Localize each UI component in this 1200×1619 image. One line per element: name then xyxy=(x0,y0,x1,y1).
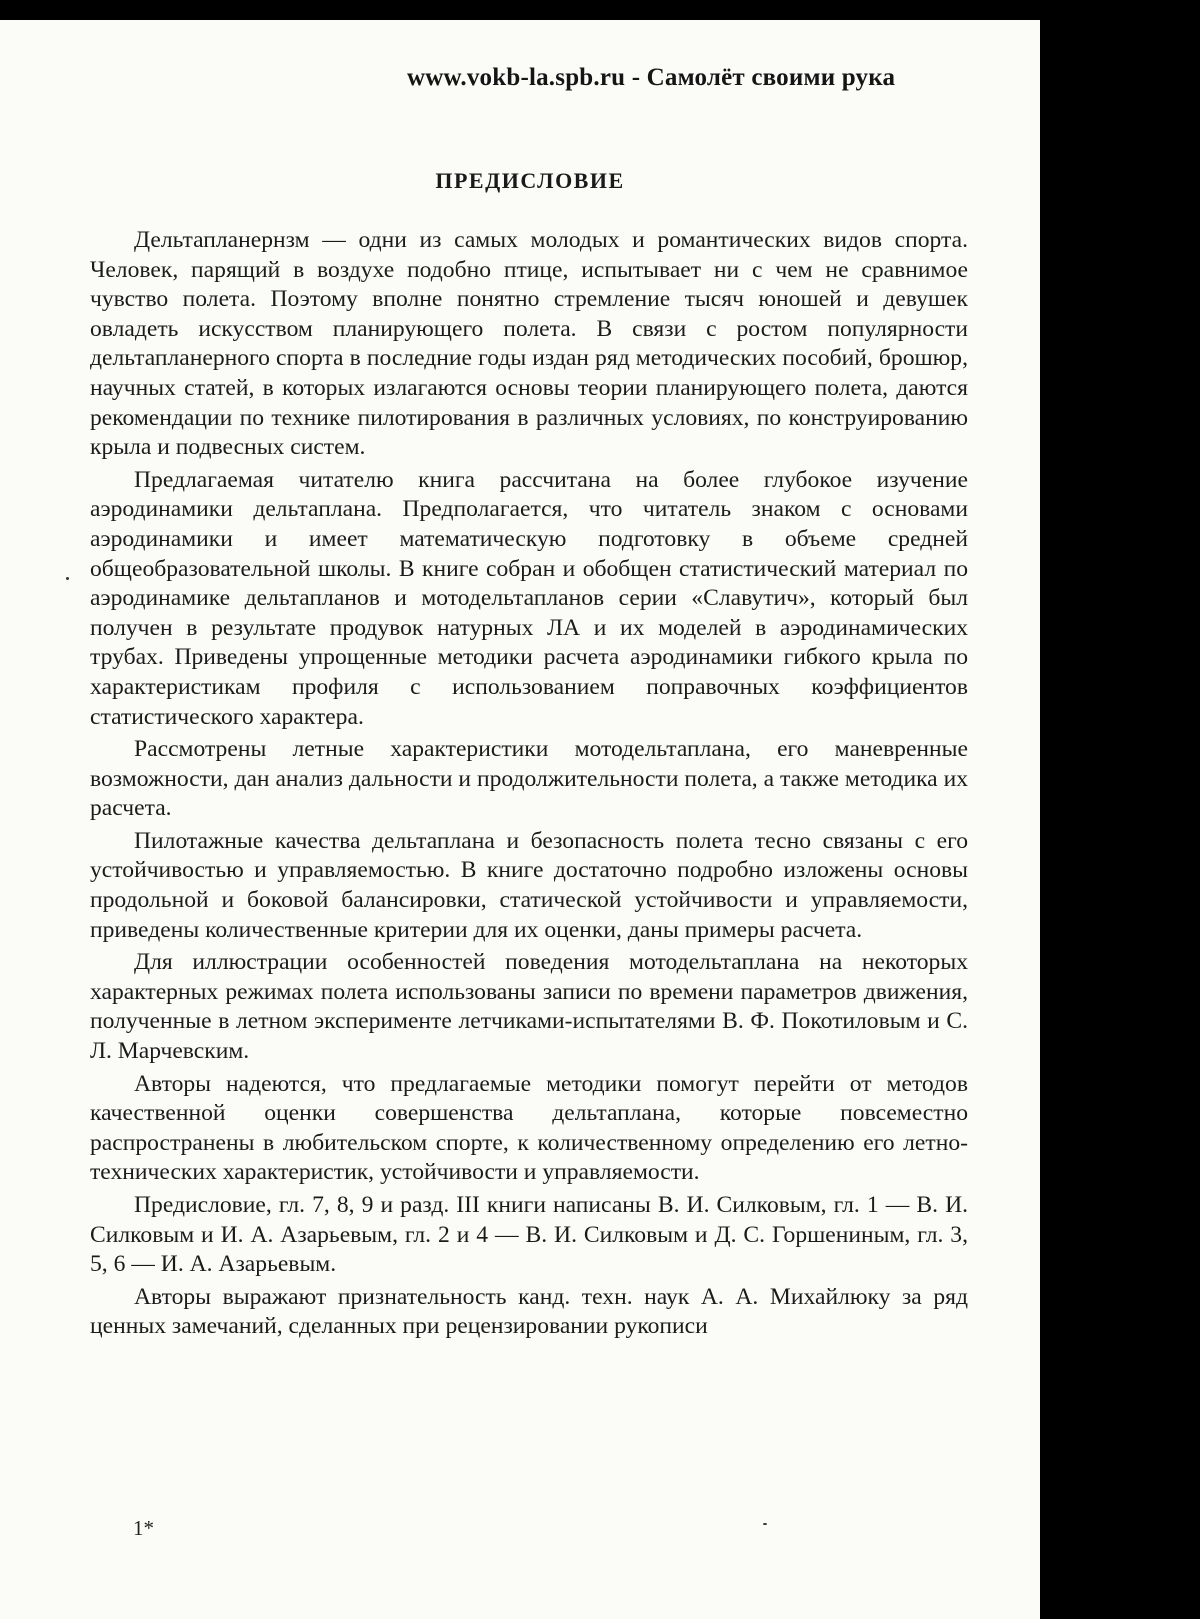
running-header: www.vokb-la.spb.ru - Самолёт своими рука xyxy=(407,64,896,91)
body-text xyxy=(90,226,968,1342)
page-folio: 1* xyxy=(133,1516,154,1540)
paragraph: Для иллюстрации особенностей поведения мотодельтаплана на некоторых характерных режимах полета использованы записи по времени параметров движения, полученные в летном эксперименте летчиками-испытателями В. Ф. Покотиловым и С. Л. Марчевским. xyxy=(90,949,968,1065)
paragraph: Предисловие, гл. 7, 8, 9 и разд. III книги написаны В. И. Силковым, гл. 1 — В. И. Силковым и И. А. Азарьевым, гл. 2 и 4 — В. И. Силковым и Д. С. Горшениным, гл. 3, 5, 6 — И. А. Азарьевым. xyxy=(90,1192,968,1278)
scan-speck xyxy=(763,1523,767,1525)
paragraph: Авторы надеются, что предлагаемые методики помогут перейти от методов качественной оценки совершенства дельтаплана, которые повсеместно распространены в любительском спорте, к количественному определению его летно-технических характеристик, устойчивости и управляемости. xyxy=(90,1070,968,1186)
paragraph: Предлагаемая читателю книга рассчитана на более глубокое изучение аэродинамики дельтаплана. Предполагается, что читатель знаком с основами аэродинамики и имеет математическую подготовку в объеме средней общеобразовательной школы. В книге собран и обобщен статистический материал по аэродинамике дельтапланов и мотодельтапланов серии «Славутич», который был получен в результате продувок натурных ЛА и их моделей в аэродинамических трубах. Приведены упрощенные методики расчета аэродинамики гибкого крыла по характеристикам профиля с использованием поправочных коэффициентов статистического характера. xyxy=(90,466,968,730)
scan-speck xyxy=(66,577,69,580)
paragraph: Пилотажные качества дельтаплана и безопасность полета тесно связаны с его устойчивостью и управляемостью. В книге достаточно подробно изложены основы продольной и боковой балансировки, статической устойчивости и управляемости, приведены количественные критерии для их оценки, даны примеры расчета. xyxy=(90,827,968,943)
document-page xyxy=(0,20,1040,1619)
page-title: ПРЕДИСЛОВИЕ xyxy=(435,168,625,193)
paragraph: Рассмотрены летные характеристики мотодельтаплана, его маневренные возможности, дан анализ дальности и продолжительности полета, а также методика их расчета. xyxy=(90,736,968,822)
paragraph: Дельтапланернзм — одни из самых молодых и романтических видов спорта. Человек, парящий в воздухе подобно птице, испытывает ни с чем не сравнимое чувство полета. Поэтому вполне понятно стремление тысяч юношей и девушек овладеть искусством планирующего полета. В связи с ростом популярности дельтапланерного спорта в последние годы издан ряд методических пособий, брошюр, научных статей, в которых излагаются основы теории планирующего полета, даются рекомендации по технике пилотирования в различных условиях, по конструированию крыла и подвесных систем. xyxy=(90,227,968,461)
paragraph: Авторы выражают признательность канд. техн. наук А. А. Михайлюку за ряд ценных замечаний, сделанных при рецензировании рукописи xyxy=(90,1283,968,1340)
